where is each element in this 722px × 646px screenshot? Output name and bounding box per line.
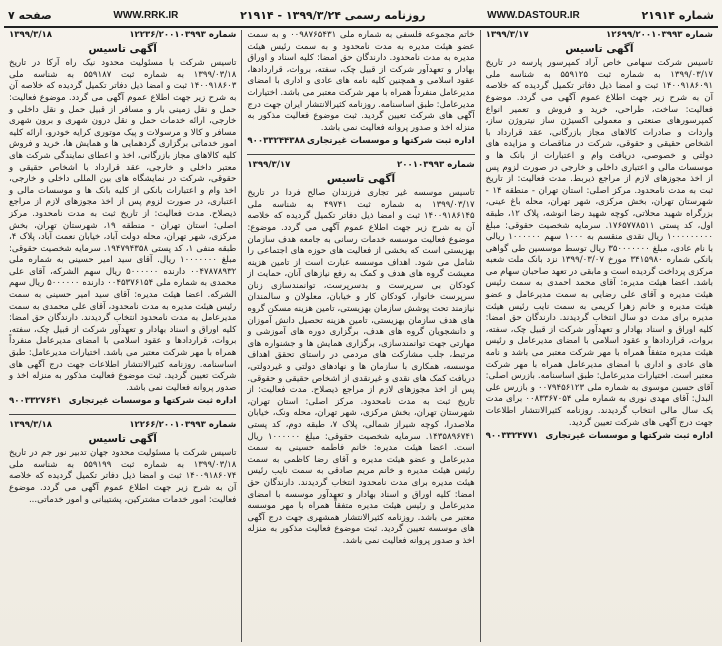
column-middle (242, 30, 480, 642)
column-right (481, 30, 718, 642)
registration-number: شماره ۲۰۰۱۰۳۹۹۳ (397, 159, 475, 170)
ad-body: تاسیس موسسه غیر تجاری فرزندان صالح فردا در تاریخ ۱۳۹۹/۰۳/۱۷ به شماره ثبت ۴۹۷۴۱ به شناسه ملی ۱۴۰۰۹۱۸۶۱۴۵ ثبت و امضا ذیل دفاتر تکمیل گردیده که خلاصه آن به شرح زیر جهت اطلاع عموم آگهی می گردد. موضوع: موضوع فعالیت موسسه خدمات رسانی به جامعه هدف سازمان بهزیستی است که بخشی از فعالیت های حوزه های اجتماعی را شامل می شود. اهداف موسسه عبارت است از تامین هزینه معیشت گروه های هدف و کمک به رفع نیازهای آنان، حمایت از کودکان بی سرپرست و بدسرپرست، توانمندسازی زنان سرپرست خانوار، کودکان کار و خیابان، معلولان و سالمندان نیازمند تحت پوشش سازمان بهزیستی، تامین هزینه مسکن گروه های هدف سازمان بهزیستی، تامین هزینه تحصیل دانش آموزان و دانشجویان گروه های هدف، برگزاری دوره های آموزشی و مهارتی جهت توانمندسازی، برگزاری همایش ها و جشنواره های مرتبط، جلب مشارکت های مردمی در راستای تحقق اهداف موسسه، همکاری با سازمان ها و نهادهای دولتی و غیردولتی، دریافت کمک های نقدی و غیرنقدی از اشخاص حقیقی و حقوقی. پس از اخذ مجوزهای لازم از مراجع ذیصلاح. مدت فعالیت: از تاریخ ثبت به مدت نامحدود. مرکز اصلی: استان تهران، شهرستان تهران، بخش مرکزی، شهر تهران، محله ونک، خیابان ملاصدرا، کوچه شیراز شمالی، پلاک ۷، طبقه دوم، کد پستی ۱۴۳۵۸۹۶۷۴۱. سرمایه شخصیت حقوقی: مبلغ ۱۰۰۰۰۰۰ ریال است. اعضا هیئت مدیره: خانم فاطمه حسینی به سمت مدیرعامل و عضو هیئت مدیره و آقای رضا کاظمی به سمت رئیس هیئت مدیره و خانم مریم صادقی به سمت نایب رئیس هیئت مدیره برای مدت نامحدود انتخاب گردیدند. دارندگان حق امضا: کلیه اوراق و اسناد بهادار و تعهدآور موسسه با امضای مدیرعامل و رئیس هیئت مدیره متفقاً همراه با مهر موسسه معتبر می باشد. روزنامه کثیرالانتشار همشهری جهت درج آگهی های موسسه تعیین گردید. ثبت موضوع فعالیت مذکور به منزله اخذ و صدور پروانه فعالیت نمی باشد. (247, 188, 475, 546)
ad-body: تاسیس شرکت با مسئولیت محدود جهان تدبیر نور جم در تاریخ ۱۳۹۹/۰۳/۱۸ به شماره ثبت ۵۵۹۱۹۹ به شناسه ملی ۱۴۰۰۹۱۸۶۰۷۴ ثبت و امضا ذیل دفاتر تکمیل گردیده که خلاصه آن به شرح زیر جهت اطلاع عموم آگهی می گردد. موضوع فعالیت: امور خدمات مشترکین، پشتیبانی و امور خدماتی... (9, 448, 237, 505)
issuing-office: اداره ثبت شرکتها و موسسات غیرتجاری (307, 136, 475, 147)
divider (247, 154, 474, 155)
ad-header (9, 420, 236, 432)
announcement (247, 160, 474, 548)
registration-number: شماره ۱۲۲۶۶/۲۰۰۱۰۳۹۹۳ (129, 420, 237, 430)
source-url-right: WWW.DASTOUR.IR (487, 9, 580, 21)
ad-date: ۱۳۹۹/۳/۱۷ (247, 159, 291, 170)
tracking-code: ۹۰۰۳۳۲۷۶۴۱ (9, 396, 62, 407)
ad-title: آگهی تاسیس (326, 172, 396, 185)
announcement (9, 30, 236, 408)
tracking-code: ۹۰۰۳۳۲۴۷۷۱ (485, 431, 539, 442)
tracking-code: ۹۰۰۳۳۲۴۴۳۸۸ (247, 136, 306, 147)
masthead (4, 4, 718, 28)
announcement-continued (247, 30, 474, 148)
issuing-office: اداره ثبت شرکتها و موسسات غیرتجاری (545, 431, 713, 442)
ad-header (247, 160, 474, 172)
ad-date: ۱۳۹۹/۳/۱۷ (485, 30, 529, 40)
ad-date: ۱۳۹۹/۳/۱۸ (9, 420, 53, 430)
source-url-left: WWW.RRK.IR (113, 9, 179, 21)
ad-header (9, 30, 236, 42)
issuing-office: اداره ثبت شرکتها و موسسات غیرتجاری (68, 396, 237, 407)
registration-number: شماره ۱۲۶۹۹/۲۰۰۱۰۳۹۹۳ (605, 30, 713, 40)
ad-header (486, 30, 713, 42)
column-left (4, 30, 242, 642)
ad-body: خاتم مجموعه فلسفی به شماره ملی ۰۰۹۸۷۶۵۴۳۱ و به سمت عضو هیئت مدیره به مدت نامحدود و به سمت رئیس هیئت مدیره به مدت نامحدود. دارندگان حق امضا: کلیه اسناد و اوراق بهادار و تعهدآور شرکت از قبیل چک، سفته، بروات، قراردادها، عقود اسلامی و همچنین کلیه نامه های عادی و اداری با امضای مدیرعامل منفرداً همراه با مهر شرکت معتبر می باشد. اختیارات مدیرعامل: طبق اساسنامه. روزنامه کثیرالانتشار ایران جهت درج آگهی های شرکت تعیین گردید. ثبت موضوع فعالیت مذکور به منزله اخذ و صدور پروانه فعالیت نمی باشد. (247, 30, 475, 133)
ad-body: تاسیس شرکت سهامی خاص آراد کمپرسور پارسه در تاریخ ۱۳۹۹/۰۳/۱۷ به شماره ثبت ۵۵۹۱۲۵ به شناسه ملی ۱۴۰۰۹۱۸۶۰۹۱ ثبت و امضا ذیل دفاتر تکمیل گردیده که خلاصه آن به شرح زیر جهت اطلاع عموم آگهی می گردد. موضوع فعالیت: ساخت، طراحی، خرید و فروش و تعمیر انواع کمپرسورهای صنعتی و معمولی اکسیژن ساز نیتروژن ساز، واردات و صادرات کالاهای مجاز بازرگانی، عقد قرارداد با اشخاص حقیقی و حقوقی، شرکت در مناقصات و مزایده های دولتی و خصوصی، دریافت وام و اعتبارات از بانک ها و موسسات مالی و اعتباری داخلی و خارجی در صورت لزوم پس از اخذ مجوزهای لازم از مراجع ذیربط. مدت فعالیت: از تاریخ ثبت به مدت نامحدود. مرکز اصلی: استان تهران - منطقه ۱۴ - شهرستان تهران، بخش مرکزی، شهر تهران، محله باغ عینی، بزرگراه شهید محلاتی، کوچه شهید رضا انوشه، پلاک ۱۲، طبقه اول، کد پستی ۱۷۶۵۷۷۸۵۱۱. سرمایه شخصیت حقوقی: مبلغ ۱۰۰۰۰۰۰۰۰۰ ریال نقدی منقسم به ۱۰۰۰ سهم ۱۰۰۰۰۰۰ ریالی با نام عادی، مبلغ ۳۵۰۰۰۰۰۰۰ ریال توسط موسسین طی گواهی بانکی شماره ۳۴۱۵۹۸۰ مورخ ۱۳۹۹/۰۳/۰۷ نزد بانک ملت شعبه مرکزی پرداخت گردیده است و مابقی در تعهد صاحبان سهام می باشد. اعضا هیئت مدیره: آقای محمد احمدی به سمت رئیس هیئت مدیره و آقای علی رضایی به سمت مدیرعامل و عضو هیئت مدیره و خانم زهرا کریمی به سمت نایب رئیس هیئت مدیره برای مدت دو سال انتخاب گردیدند. دارندگان حق امضا: کلیه اوراق و اسناد بهادار و تعهدآور شرکت از قبیل چک، سفته، بروات، قراردادها و عقود اسلامی با امضای مدیرعامل و رئیس هیئت مدیره متفقاً همراه با مهر شرکت معتبر می باشد و نامه های عادی و اداری با امضای مدیرعامل همراه با مهر شرکت معتبر است. اختیارات مدیرعامل: طبق اساسنامه. بازرس اصلی: آقای حسین موسوی به شماره ملی ۰۰۷۹۴۵۶۱۲۳ و بازرس علی البدل: آقای مهدی نوری به شماره ملی ۰۰۸۳۳۶۷۰۵۴ برای مدت یک سال مالی انتخاب گردیدند. روزنامه کثیرالانتشار اطلاعات جهت درج آگهی های شرکت تعیین گردید. (485, 58, 714, 428)
ad-date: ۱۳۹۹/۳/۱۸ (9, 30, 53, 40)
announcement (486, 30, 713, 443)
issue-number: شماره ۲۱۹۱۴ (641, 8, 714, 22)
ad-footer (9, 396, 236, 408)
announcement (9, 420, 236, 506)
ad-title: آگهی تاسیس (565, 42, 634, 55)
ad-footer (247, 136, 474, 148)
divider (9, 414, 236, 415)
page-number: صفحه ۷ (8, 8, 52, 22)
registration-number: شماره ۱۲۲۳۶/۲۰۰۱۰۳۹۹۳ (129, 30, 237, 40)
masthead-title: روزنامه رسمی ۱۳۹۹/۳/۲۴ - ۲۱۹۱۴ (240, 8, 426, 22)
ad-body: تاسیس شرکت با مسئولیت محدود نیک راه آرکا در تاریخ ۱۳۹۹/۰۳/۱۸ به شماره ثبت ۵۵۹۱۸۷ به شناسه ملی ۱۴۰۰۹۱۸۶۰۳ ثبت و امضا ذیل دفاتر تکمیل گردیده که خلاصه آن به شرح زیر جهت اطلاع عموم آگهی می گردد. موضوع فعالیت: حمل و نقل زمینی بار و مسافر از قبیل حمل و نقل داخلی و خارجی، ارائه خدمات حمل و نقل درون شهری و برون شهری مسافر و کالا و مرسولات و پیک موتوری کرایه خودرو، ارائه کلیه امور خدماتی برگزاری گردهمایی ها و همایش ها، خرید و فروش کلیه کالاهای مجاز بازرگانی، اخذ و اعطای نمایندگی شرکت های معتبر داخلی و خارجی، عقد قرارداد با اشخاص حقیقی و حقوقی، شرکت در نمایشگاه های بین المللی داخلی و خارجی، اخذ وام و اعتبارات بانکی از کلیه بانک ها و موسسات مالی و اعتباری، در صورت لزوم پس از اخذ مجوزهای لازم از مراجع ذیصلاح. مدت فعالیت: از تاریخ ثبت به مدت نامحدود. مرکز اصلی: استان تهران - منطقه ۱۹، شهرستان تهران، بخش مرکزی، شهر تهران، محله دولت آباد، خیابان نعمت آباد، پلاک ۴، طبقه منفی ۱، کد پستی ۱۹۴۷۹۴۳۵۸. سرمایه شخصیت حقوقی: مبلغ ۱۰۰۰۰۰۰۰ ریال. آقای سید امیر حسینی به شماره ملی ۰۰۴۷۸۷۸۹۳۲ دارنده ۵۰۰۰۰۰۰ ریال سهم الشرکه، آقای علی محمدی به شماره ملی ۰۰۴۵۳۷۶۱۵۴ دارنده ۵۰۰۰۰۰۰ ریال سهم الشرکه. اعضا هیئت مدیره: آقای سید امیر حسینی به سمت رئیس هیئت مدیره به مدت نامحدود، آقای علی محمدی به سمت مدیرعامل به مدت نامحدود انتخاب گردیدند. دارندگان حق امضا: کلیه اوراق و اسناد بهادار و تعهدآور شرکت از قبیل چک، سفته، بروات، قراردادها و عقود اسلامی با امضای مدیرعامل منفرداً همراه با مهر شرکت معتبر می باشد. اختیارات مدیرعامل: طبق اساسنامه. روزنامه کثیرالانتشار اطلاعات جهت درج آگهی های شرکت تعیین گردید. ثبت موضوع فعالیت مذکور به منزله اخذ و صدور پروانه فعالیت نمی باشد. (9, 58, 237, 393)
ad-title: آگهی تاسیس (88, 42, 157, 55)
columns (4, 30, 718, 642)
ad-title: آگهی تاسیس (88, 432, 157, 445)
ad-footer (486, 431, 713, 443)
